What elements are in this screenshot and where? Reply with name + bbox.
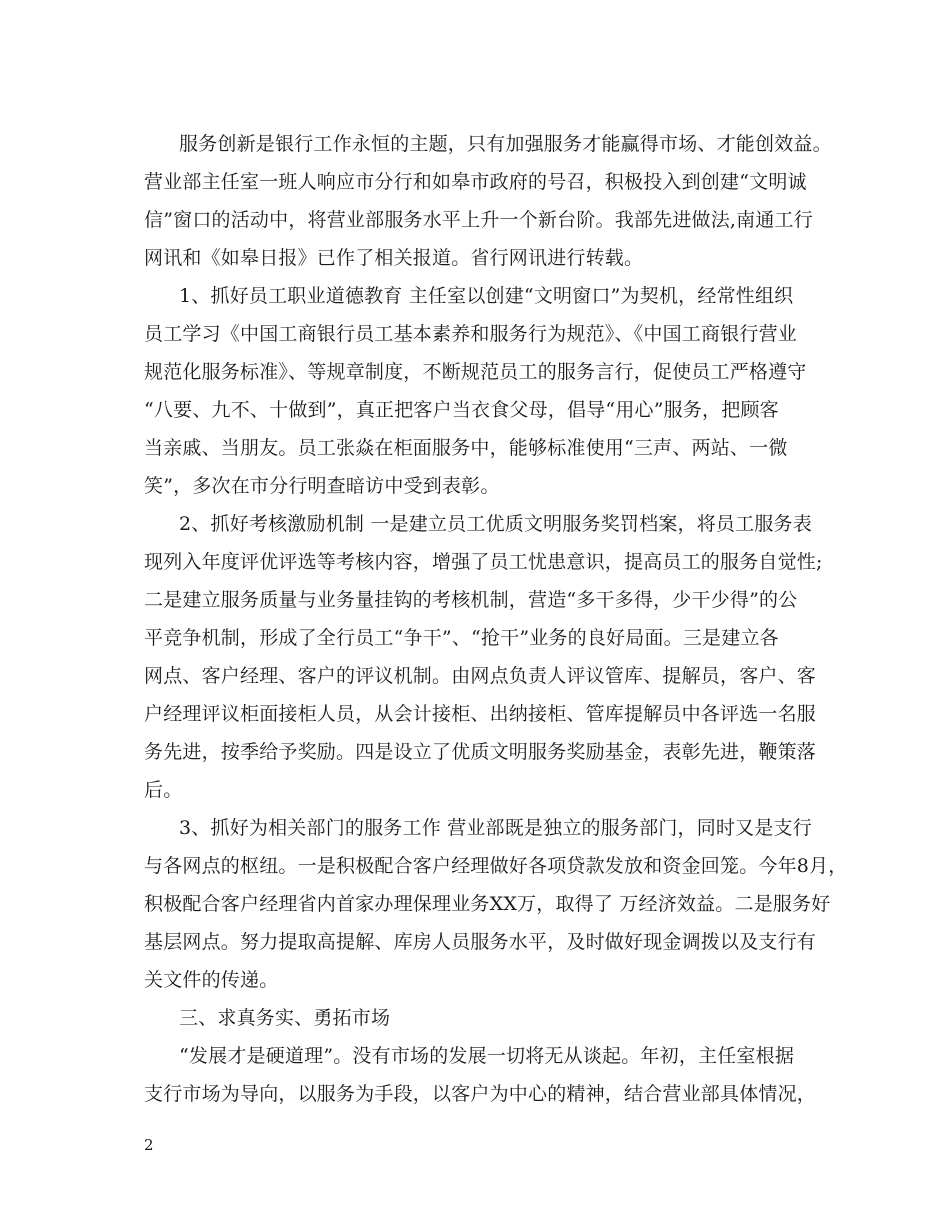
text-line: 信”窗口的活动中，将营业部服务水平上升一个新台阶。我部先进做法,南通工行: [144, 209, 813, 231]
text-line: 务先进，按季给予奖励。四是设立了优质文明服务奖励基金，表彰先进，鞭策落: [144, 741, 817, 763]
text-line: 网点、客户经理、客户的评议机制。由网点负责人评议管库、提解员，客户、客: [144, 665, 817, 687]
text-line: 积极配合客户经理省内首家办理保理业务XX万，取得了 万经济效益。二是服务好: [144, 893, 831, 915]
text-line: 后。: [144, 779, 183, 801]
text-line: 基层网点。努力提取高提解、库房人员服务水平，及时做好现金调拨以及支行有: [144, 931, 817, 953]
text-line: 3、抓好为相关部门的服务工作 营业部既是独立的服务部门，同时又是支行: [179, 817, 812, 839]
text-line: 二是建立服务质量与业务量挂钩的考核机制，营造“多干多得，少干少得”的公: [144, 589, 798, 611]
text-line: 当亲戚、当朋友。员工张焱在柜面服务中，能够标准使用“三声、两站、一微: [144, 437, 788, 459]
text-line: 关文件的传递。: [144, 969, 279, 991]
text-line: 1、抓好员工职业道德教育 主任室以创建“文明窗口”为契机，经常性组织: [179, 285, 794, 307]
section-heading: 三、求真务实、勇拓市场: [179, 1007, 391, 1029]
text-line: 平竞争机制，形成了全行员工“争干”、“抢干”业务的良好局面。三是建立各: [144, 627, 779, 649]
page-number: 2: [144, 1136, 154, 1154]
text-line: 网讯和《如皋日报》已作了相关报道。省行网讯进行转载。: [144, 247, 644, 269]
text-line: “八要、九不、十做到”，真正把客户当衣食父母，倡导“用心”服务，把顾客: [144, 399, 779, 421]
text-line: 笑”，多次在市分行明查暗访中受到表彰。: [144, 475, 500, 497]
text-line: 支行市场为导向，以服务为手段，以客户为中心的精神，结合营业部具体情况，: [144, 1083, 817, 1105]
text-line: “发展才是硬道理”。没有市场的发展一切将无从谈起。年初，主任室根据: [179, 1045, 795, 1067]
text-line: 2、抓好考核激励机制 一是建立员工优质文明服务奖罚档案，将员工服务表: [179, 513, 812, 535]
text-line: 与各网点的枢纽。一是积极配合客户经理做好各项贷款发放和资金回笼。今年8月，: [144, 855, 848, 877]
text-line: 现列入年度评优评选等考核内容，增强了员工忧患意识，提高员工的服务自觉性;: [144, 551, 823, 573]
text-line: 营业部主任室一班人响应市分行和如皋市政府的号召，积极投入到创建“文明诚: [144, 171, 807, 193]
text-line: 户经理评议柜面接柜人员，从会计接柜、出纳接柜、管库提解员中各评选一名服: [144, 703, 817, 725]
text-line: 服务创新是银行工作永恒的主题，只有加强服务才能赢得市场、才能创效益。: [179, 133, 832, 155]
text-line: 规范化服务标准》、等规章制度，不断规范员工的服务言行，促使员工严格遵守: [144, 361, 807, 383]
text-line: 员工学习《中国工商银行员工基本素养和服务行为规范》、《中国工商银行营业: [144, 323, 798, 345]
